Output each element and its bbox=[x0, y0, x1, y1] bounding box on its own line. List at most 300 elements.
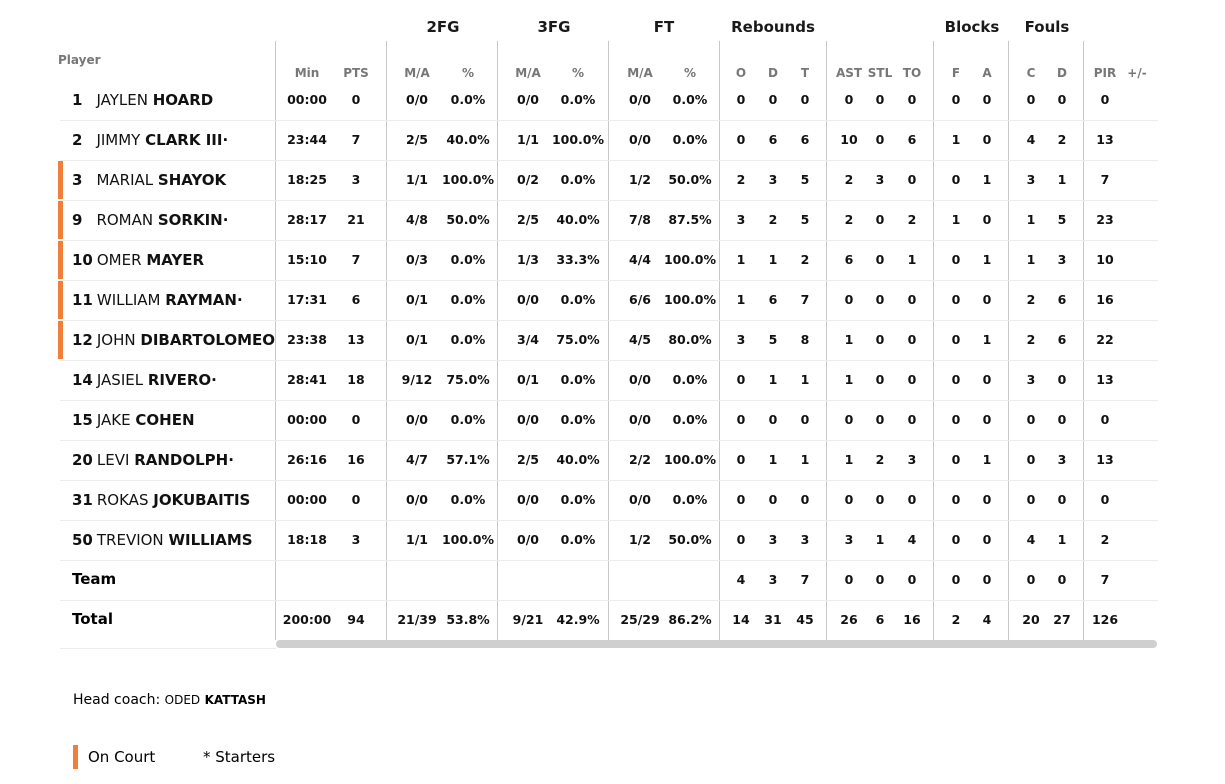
player-number: 11 bbox=[72, 291, 93, 309]
stat-3fg-pct: 0.0% bbox=[560, 532, 596, 547]
stat-2fg-pct: 100.0% bbox=[441, 532, 495, 547]
stat-ft-pct: 50.0% bbox=[668, 172, 712, 187]
stat-to: 0 bbox=[907, 92, 917, 107]
player-name[interactable] bbox=[72, 400, 195, 440]
stat-stl: 0 bbox=[875, 212, 885, 227]
stat-ast: 3 bbox=[844, 532, 854, 547]
group-header-3fg: 3FG bbox=[537, 18, 571, 36]
player-last-name: WILLIAMS bbox=[168, 531, 253, 549]
stat-fouls-committed: 0 bbox=[1026, 492, 1036, 507]
stat-3fg-made-att: 3/4 bbox=[517, 332, 539, 347]
stat-3fg-pct: 0.0% bbox=[560, 492, 596, 507]
stat-pir: 0 bbox=[1100, 92, 1110, 107]
stat-ast: 0 bbox=[844, 92, 854, 107]
stat-fouls-committed: 2 bbox=[1026, 292, 1036, 307]
stat-3fg-made-att: 1/3 bbox=[517, 252, 539, 267]
stat-min: 15:10 bbox=[287, 252, 327, 267]
group-header-2fg: 2FG bbox=[426, 18, 460, 36]
group-header-ft: FT bbox=[653, 18, 675, 36]
stat-blk-for: 0 bbox=[951, 172, 961, 187]
stat-blk-for: 2 bbox=[951, 612, 961, 627]
stat-ast: 10 bbox=[840, 132, 858, 147]
stat-ft-made-att: 4/5 bbox=[629, 332, 651, 347]
stat-to: 0 bbox=[907, 172, 917, 187]
stat-reb-def: 2 bbox=[768, 212, 778, 227]
subheader-3fg-made-att: M/A bbox=[515, 66, 541, 80]
stat-blk-for: 0 bbox=[951, 332, 961, 347]
stat-ft-pct: 0.0% bbox=[672, 492, 708, 507]
player-name[interactable] bbox=[72, 440, 234, 480]
stat-3fg-pct: 0.0% bbox=[560, 172, 596, 187]
stat-blk-against: 0 bbox=[982, 292, 992, 307]
stat-reb-def: 3 bbox=[768, 572, 778, 587]
player-name[interactable] bbox=[72, 80, 213, 120]
stat-ast: 1 bbox=[844, 332, 854, 347]
stat-ft-made-att: 2/2 bbox=[629, 452, 651, 467]
stat-2fg-pct: 75.0% bbox=[446, 372, 490, 387]
stat-ft-pct: 87.5% bbox=[668, 212, 712, 227]
stat-2fg-pct: 100.0% bbox=[441, 172, 495, 187]
stat-pts: 7 bbox=[351, 252, 361, 267]
stat-3fg-pct: 0.0% bbox=[560, 92, 596, 107]
player-first-name: JOHN bbox=[96, 331, 136, 349]
subheader-fouls-drawn: D bbox=[1057, 66, 1067, 80]
stat-fouls-drawn: 27 bbox=[1053, 612, 1071, 627]
stat-ft-made-att: 1/2 bbox=[629, 532, 651, 547]
stat-3fg-pct: 0.0% bbox=[560, 292, 596, 307]
stat-ft-pct: 0.0% bbox=[672, 132, 708, 147]
player-number: 1 bbox=[72, 91, 83, 109]
player-name[interactable] bbox=[72, 280, 243, 320]
stat-3fg-pct: 40.0% bbox=[556, 212, 600, 227]
stat-blk-against: 0 bbox=[982, 492, 992, 507]
stat-blk-against: 4 bbox=[982, 612, 992, 627]
stat-pir: 7 bbox=[1100, 572, 1110, 587]
stat-stl: 3 bbox=[875, 172, 885, 187]
stat-fouls-drawn: 2 bbox=[1057, 132, 1067, 147]
stat-fouls-committed: 3 bbox=[1026, 372, 1036, 387]
stat-fouls-committed: 0 bbox=[1026, 572, 1036, 587]
player-last-name: MAYER bbox=[146, 251, 205, 269]
stat-fouls-committed: 2 bbox=[1026, 332, 1036, 347]
stat-2fg-pct: 0.0% bbox=[450, 292, 486, 307]
stat-pts: 0 bbox=[351, 492, 361, 507]
stat-fouls-committed: 4 bbox=[1026, 132, 1036, 147]
stat-to: 0 bbox=[907, 372, 917, 387]
player-number: 12 bbox=[72, 331, 93, 349]
player-last-name: SORKIN bbox=[157, 211, 223, 229]
stat-blk-against: 0 bbox=[982, 372, 992, 387]
stat-reb-off: 0 bbox=[736, 532, 746, 547]
stat-to: 6 bbox=[907, 132, 917, 147]
legend-on-court: On Court bbox=[88, 748, 156, 766]
stat-blk-against: 0 bbox=[982, 132, 992, 147]
stat-pts: 3 bbox=[351, 172, 361, 187]
stat-pir: 13 bbox=[1096, 132, 1114, 147]
stat-2fg-pct: 53.8% bbox=[446, 612, 490, 627]
total-row bbox=[60, 600, 1158, 640]
stat-ft-pct: 100.0% bbox=[663, 292, 717, 307]
stat-blk-against: 0 bbox=[982, 412, 992, 427]
stat-pir: 23 bbox=[1096, 212, 1114, 227]
stat-ft-made-att: 25/29 bbox=[620, 612, 660, 627]
stat-reb-off: 0 bbox=[736, 452, 746, 467]
subheader-pir: PIR bbox=[1093, 66, 1117, 80]
legend-starters: * Starters bbox=[203, 748, 276, 766]
horizontal-scrollbar[interactable] bbox=[276, 640, 1157, 648]
stat-reb-def: 31 bbox=[764, 612, 782, 627]
player-last-name: RANDOLPH bbox=[134, 451, 229, 469]
player-first-name: JAYLEN bbox=[96, 91, 148, 109]
stat-reb-total: 8 bbox=[800, 332, 810, 347]
stat-ft-made-att: 6/6 bbox=[629, 292, 651, 307]
stat-2fg-made-att: 1/1 bbox=[406, 532, 428, 547]
stat-min: 00:00 bbox=[287, 412, 327, 427]
stat-pts: 6 bbox=[351, 292, 361, 307]
stat-to: 3 bbox=[907, 452, 917, 467]
player-name[interactable] bbox=[72, 520, 253, 560]
player-row[interactable] bbox=[60, 160, 1158, 201]
player-name[interactable] bbox=[72, 320, 275, 360]
stat-reb-total: 0 bbox=[800, 412, 810, 427]
player-last-name: COHEN bbox=[135, 411, 195, 429]
stat-ast: 1 bbox=[844, 452, 854, 467]
stat-3fg-made-att: 0/0 bbox=[517, 532, 539, 547]
stat-reb-total: 5 bbox=[800, 172, 810, 187]
player-first-name: OMER bbox=[96, 251, 142, 269]
stat-min: 23:38 bbox=[287, 332, 327, 347]
stat-fouls-committed: 0 bbox=[1026, 452, 1036, 467]
stat-reb-off: 3 bbox=[736, 212, 746, 227]
stat-pir: 0 bbox=[1100, 412, 1110, 427]
stat-to: 4 bbox=[907, 532, 917, 547]
stat-reb-def: 0 bbox=[768, 92, 778, 107]
subheader-to: TO bbox=[902, 66, 922, 80]
stat-2fg-made-att: 4/7 bbox=[406, 452, 428, 467]
stat-reb-total: 1 bbox=[800, 372, 810, 387]
stat-reb-def: 3 bbox=[768, 532, 778, 547]
stat-3fg-pct: 42.9% bbox=[556, 612, 600, 627]
starter-marker: · bbox=[236, 291, 243, 309]
stat-reb-total: 45 bbox=[796, 612, 814, 627]
stat-3fg-made-att: 0/2 bbox=[517, 172, 539, 187]
stat-min: 26:16 bbox=[287, 452, 327, 467]
stat-reb-total: 2 bbox=[800, 252, 810, 267]
player-row[interactable] bbox=[60, 80, 1158, 121]
stat-pts: 18 bbox=[347, 372, 365, 387]
stat-reb-def: 3 bbox=[768, 172, 778, 187]
stat-blk-for: 0 bbox=[951, 92, 961, 107]
subheader-plus-minus: +/- bbox=[1127, 66, 1147, 80]
stat-reb-off: 14 bbox=[732, 612, 750, 627]
stat-reb-off: 2 bbox=[736, 172, 746, 187]
stat-min: 18:18 bbox=[287, 532, 327, 547]
stat-blk-for: 0 bbox=[951, 572, 961, 587]
player-row[interactable] bbox=[60, 120, 1158, 161]
stat-2fg-pct: 40.0% bbox=[446, 132, 490, 147]
player-name[interactable] bbox=[72, 120, 228, 160]
player-last-name: CLARK III bbox=[145, 131, 223, 149]
player-first-name: JIMMY bbox=[96, 131, 141, 149]
stat-to: 1 bbox=[907, 252, 917, 267]
head-coach-label: Head coach: bbox=[73, 692, 161, 708]
stat-min: 00:00 bbox=[287, 92, 327, 107]
stat-blk-for: 1 bbox=[951, 132, 961, 147]
stat-reb-def: 1 bbox=[768, 372, 778, 387]
stat-2fg-made-att: 0/3 bbox=[406, 252, 428, 267]
stat-blk-for: 1 bbox=[951, 212, 961, 227]
stat-fouls-drawn: 0 bbox=[1057, 492, 1067, 507]
stat-3fg-made-att: 2/5 bbox=[517, 212, 539, 227]
total-label: Total bbox=[72, 610, 113, 628]
stat-3fg-made-att: 0/1 bbox=[517, 372, 539, 387]
player-row[interactable] bbox=[60, 200, 1158, 241]
stat-fouls-drawn: 1 bbox=[1057, 532, 1067, 547]
stat-ft-made-att: 0/0 bbox=[629, 492, 651, 507]
on-court-marker bbox=[58, 161, 63, 199]
stat-pir: 16 bbox=[1096, 292, 1114, 307]
stat-reb-def: 5 bbox=[768, 332, 778, 347]
stat-min: 18:25 bbox=[287, 172, 327, 187]
stat-2fg-pct: 57.1% bbox=[446, 452, 490, 467]
stat-ft-pct: 86.2% bbox=[668, 612, 712, 627]
stat-2fg-pct: 0.0% bbox=[450, 252, 486, 267]
on-court-marker bbox=[58, 281, 63, 319]
stat-reb-off: 1 bbox=[736, 252, 746, 267]
player-name[interactable] bbox=[72, 160, 226, 200]
subheader-reb-def: D bbox=[768, 66, 778, 80]
stat-ast: 0 bbox=[844, 292, 854, 307]
stat-pts: 94 bbox=[347, 612, 365, 627]
stat-ast: 1 bbox=[844, 372, 854, 387]
stat-2fg-made-att: 0/1 bbox=[406, 332, 428, 347]
on-court-marker bbox=[58, 241, 63, 279]
player-number: 2 bbox=[72, 131, 83, 149]
stat-stl: 0 bbox=[875, 292, 885, 307]
stat-pir: 22 bbox=[1096, 332, 1114, 347]
player-last-name: RAYMAN bbox=[165, 291, 237, 309]
stat-fouls-committed: 3 bbox=[1026, 172, 1036, 187]
stat-stl: 0 bbox=[875, 572, 885, 587]
stat-3fg-made-att: 1/1 bbox=[517, 132, 539, 147]
stat-reb-off: 0 bbox=[736, 372, 746, 387]
stat-fouls-committed: 20 bbox=[1022, 612, 1040, 627]
player-last-name: HOARD bbox=[152, 91, 214, 109]
player-name[interactable] bbox=[72, 240, 204, 280]
player-first-name: LEVI bbox=[96, 451, 130, 469]
subheader-ft-pct: % bbox=[683, 66, 697, 80]
stat-blk-against: 1 bbox=[982, 452, 992, 467]
subheader-2fg-made-att: M/A bbox=[404, 66, 430, 80]
stat-reb-def: 1 bbox=[768, 252, 778, 267]
player-name[interactable] bbox=[72, 200, 228, 240]
stat-2fg-made-att: 9/12 bbox=[401, 372, 433, 387]
stat-stl: 0 bbox=[875, 92, 885, 107]
stat-reb-def: 0 bbox=[768, 492, 778, 507]
stat-blk-against: 0 bbox=[982, 532, 992, 547]
stat-to: 0 bbox=[907, 492, 917, 507]
stat-blk-for: 0 bbox=[951, 252, 961, 267]
head-coach-last-name: KATTASH bbox=[204, 693, 266, 707]
stat-ft-pct: 50.0% bbox=[668, 532, 712, 547]
head-coach bbox=[73, 692, 266, 708]
player-number: 15 bbox=[72, 411, 93, 429]
stat-to: 0 bbox=[907, 412, 917, 427]
stat-pts: 0 bbox=[351, 92, 361, 107]
stat-reb-total: 1 bbox=[800, 452, 810, 467]
stat-blk-for: 0 bbox=[951, 412, 961, 427]
stat-to: 16 bbox=[903, 612, 921, 627]
stat-3fg-made-att: 0/0 bbox=[517, 292, 539, 307]
stat-ast: 26 bbox=[840, 612, 858, 627]
stat-fouls-drawn: 0 bbox=[1057, 572, 1067, 587]
stat-stl: 0 bbox=[875, 372, 885, 387]
stat-ft-made-att: 0/0 bbox=[629, 412, 651, 427]
team-label: Team bbox=[72, 570, 117, 588]
stat-fouls-committed: 0 bbox=[1026, 92, 1036, 107]
player-number: 50 bbox=[72, 531, 93, 549]
stat-blk-against: 0 bbox=[982, 212, 992, 227]
starter-marker: · bbox=[211, 371, 217, 389]
player-name[interactable] bbox=[72, 360, 217, 400]
stat-reb-off: 0 bbox=[736, 132, 746, 147]
player-row[interactable] bbox=[60, 280, 1158, 321]
stat-pir: 2 bbox=[1100, 532, 1110, 547]
player-row[interactable] bbox=[60, 400, 1158, 441]
stat-pir: 13 bbox=[1096, 372, 1114, 387]
group-header-fouls: Fouls bbox=[1024, 18, 1070, 36]
stat-fouls-committed: 4 bbox=[1026, 532, 1036, 547]
subheader-pts: PTS bbox=[343, 66, 369, 80]
stat-ft-made-att: 0/0 bbox=[629, 372, 651, 387]
stat-stl: 0 bbox=[875, 252, 885, 267]
stat-blk-for: 0 bbox=[951, 372, 961, 387]
stat-fouls-committed: 1 bbox=[1026, 212, 1036, 227]
stat-stl: 1 bbox=[875, 532, 885, 547]
player-number: 31 bbox=[72, 491, 93, 509]
team-row bbox=[60, 560, 1158, 601]
stat-reb-off: 0 bbox=[736, 92, 746, 107]
player-row[interactable] bbox=[60, 240, 1158, 281]
stat-ast: 2 bbox=[844, 172, 854, 187]
stat-reb-def: 6 bbox=[768, 132, 778, 147]
player-row[interactable] bbox=[60, 440, 1158, 481]
stat-min: 17:31 bbox=[287, 292, 327, 307]
player-number: 20 bbox=[72, 451, 93, 469]
stat-blk-against: 1 bbox=[982, 172, 992, 187]
stat-fouls-drawn: 3 bbox=[1057, 452, 1067, 467]
stat-2fg-made-att: 21/39 bbox=[397, 612, 437, 627]
on-court-legend-marker bbox=[73, 745, 78, 769]
stat-pir: 0 bbox=[1100, 492, 1110, 507]
subheader-ft-made-att: M/A bbox=[627, 66, 653, 80]
stat-pts: 3 bbox=[351, 532, 361, 547]
stat-ft-pct: 0.0% bbox=[672, 92, 708, 107]
subheader-blk-against: A bbox=[982, 66, 992, 80]
stat-blk-against: 1 bbox=[982, 252, 992, 267]
stat-stl: 0 bbox=[875, 332, 885, 347]
player-last-name: RIVERO bbox=[147, 371, 212, 389]
subheader-reb-total: T bbox=[800, 66, 810, 80]
on-court-marker bbox=[58, 321, 63, 359]
stat-fouls-committed: 0 bbox=[1026, 412, 1036, 427]
table-bottom-border bbox=[60, 648, 276, 649]
player-first-name: ROMAN bbox=[96, 211, 154, 229]
stat-reb-total: 7 bbox=[800, 572, 810, 587]
player-first-name: JASIEL bbox=[96, 371, 144, 389]
player-name[interactable] bbox=[72, 480, 250, 520]
stat-2fg-made-att: 0/0 bbox=[406, 492, 428, 507]
stat-ast: 2 bbox=[844, 212, 854, 227]
player-column-header: Player bbox=[58, 53, 101, 67]
stat-2fg-made-att: 0/0 bbox=[406, 92, 428, 107]
stat-ft-pct: 0.0% bbox=[672, 412, 708, 427]
player-row[interactable] bbox=[60, 520, 1158, 561]
stat-stl: 6 bbox=[875, 612, 885, 627]
subheader-blk-for: F bbox=[951, 66, 961, 80]
stat-reb-off: 1 bbox=[736, 292, 746, 307]
player-row[interactable] bbox=[60, 320, 1158, 361]
stat-min: 00:00 bbox=[287, 492, 327, 507]
stat-3fg-made-att: 9/21 bbox=[512, 612, 544, 627]
stat-3fg-made-att: 0/0 bbox=[517, 412, 539, 427]
stat-2fg-made-att: 4/8 bbox=[406, 212, 428, 227]
subheader-ast: AST bbox=[835, 66, 863, 80]
stat-ft-pct: 100.0% bbox=[663, 452, 717, 467]
stat-ft-pct: 80.0% bbox=[668, 332, 712, 347]
stat-ast: 0 bbox=[844, 572, 854, 587]
stat-blk-for: 0 bbox=[951, 492, 961, 507]
head-coach-first-name: ODED bbox=[164, 693, 201, 707]
stat-3fg-pct: 40.0% bbox=[556, 452, 600, 467]
player-row[interactable] bbox=[60, 360, 1158, 401]
stat-pir: 7 bbox=[1100, 172, 1110, 187]
stat-ast: 0 bbox=[844, 412, 854, 427]
subheader-stl: STL bbox=[867, 66, 893, 80]
subheader-reb-off: O bbox=[735, 66, 747, 80]
stat-ft-made-att: 0/0 bbox=[629, 132, 651, 147]
stat-3fg-made-att: 0/0 bbox=[517, 92, 539, 107]
stat-reb-total: 5 bbox=[800, 212, 810, 227]
player-number: 3 bbox=[72, 171, 83, 189]
stat-to: 0 bbox=[907, 292, 917, 307]
stat-fouls-drawn: 1 bbox=[1057, 172, 1067, 187]
stat-blk-for: 0 bbox=[951, 292, 961, 307]
stat-reb-def: 0 bbox=[768, 412, 778, 427]
stat-reb-off: 0 bbox=[736, 492, 746, 507]
stat-reb-off: 4 bbox=[736, 572, 746, 587]
stat-reb-def: 1 bbox=[768, 452, 778, 467]
stat-blk-against: 0 bbox=[982, 92, 992, 107]
stat-to: 0 bbox=[907, 332, 917, 347]
stat-reb-off: 0 bbox=[736, 412, 746, 427]
stat-fouls-drawn: 0 bbox=[1057, 92, 1067, 107]
subheader-min: Min bbox=[294, 66, 320, 80]
player-first-name: WILLIAM bbox=[96, 291, 161, 309]
player-first-name: MARIAL bbox=[96, 171, 154, 189]
subheader-3fg-pct: % bbox=[571, 66, 585, 80]
stat-ft-pct: 100.0% bbox=[663, 252, 717, 267]
stat-2fg-pct: 0.0% bbox=[450, 492, 486, 507]
stat-min: 28:41 bbox=[287, 372, 327, 387]
player-last-name: DIBARTOLOMEO bbox=[140, 331, 276, 349]
stat-reb-total: 6 bbox=[800, 132, 810, 147]
stat-pts: 21 bbox=[347, 212, 365, 227]
stat-reb-off: 3 bbox=[736, 332, 746, 347]
player-row[interactable] bbox=[60, 480, 1158, 521]
stat-to: 0 bbox=[907, 572, 917, 587]
stat-2fg-pct: 0.0% bbox=[450, 412, 486, 427]
